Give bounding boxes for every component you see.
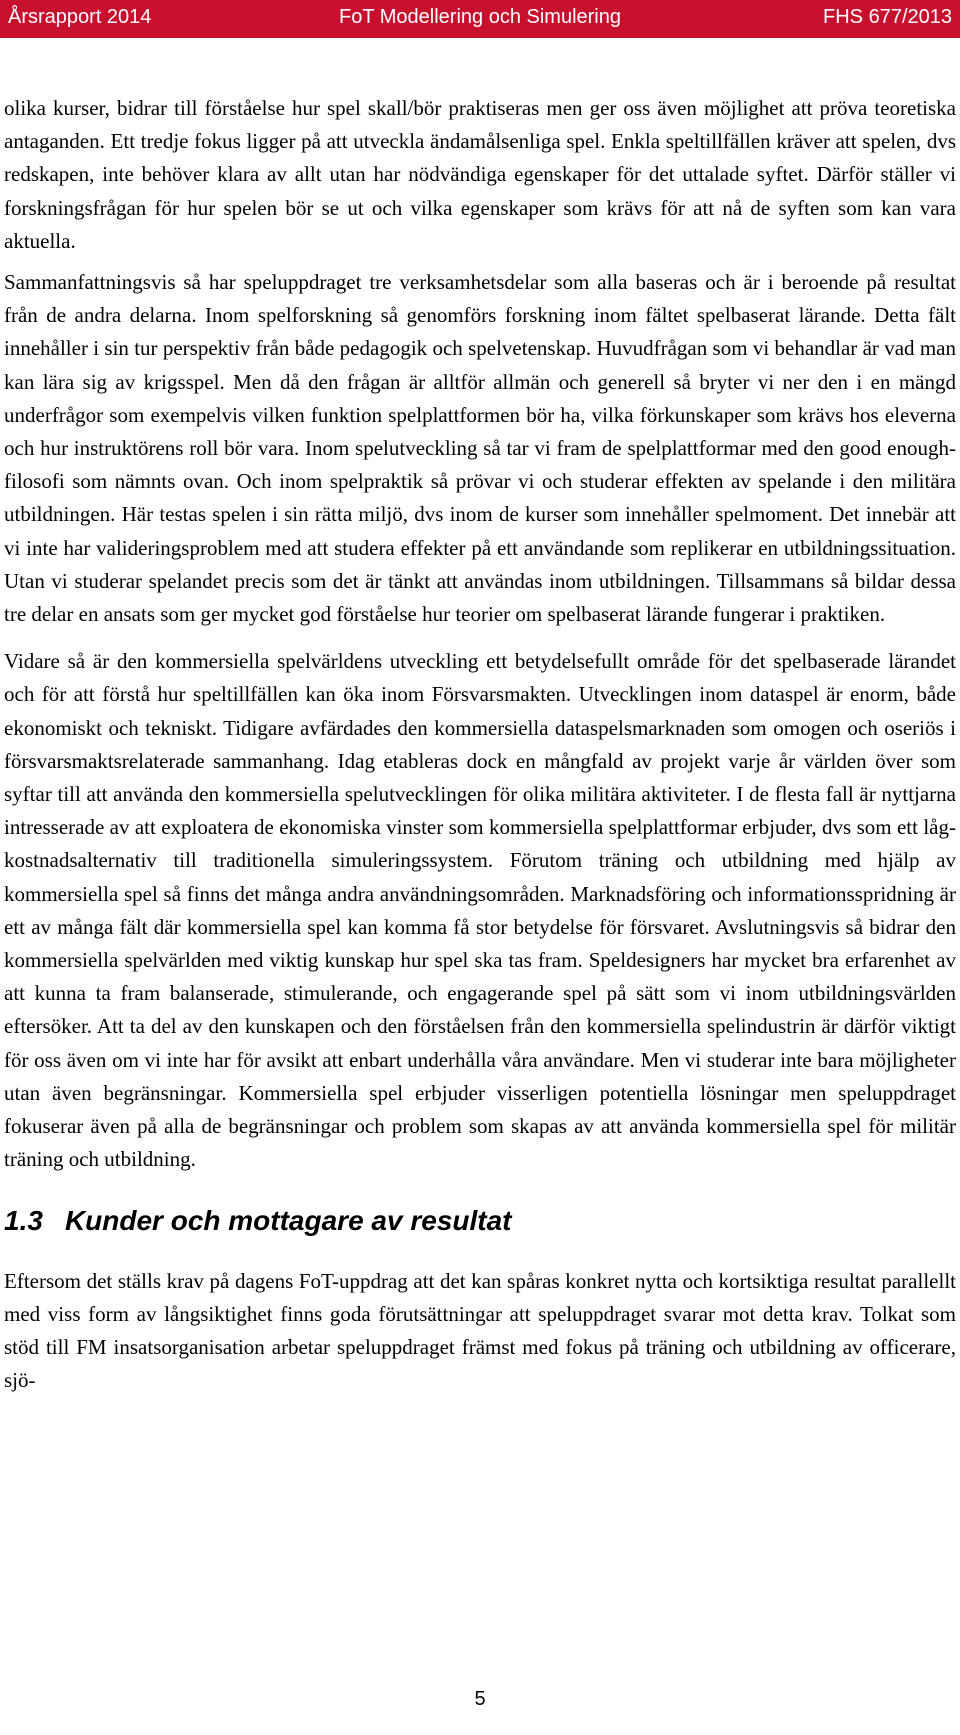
header-report-title: Årsrapport 2014 xyxy=(8,6,152,28)
paragraph-2: Sammanfattningsvis så har speluppdraget tre verksamhetsdelar som alla baseras och är i beroende på resultat från de andra delarna. Inom spelforskning så genomförs forskning inom fältet spelbaserat lärande. Detta fält innehåller i sin tur perspektiv från både pedagogik och spelvetenskap. Huvudfrågan som vi behandlar är vad man kan lära sig av krigsspel. Men då den frågan är alltför allmän och generell så bryter vi ner den i en mängd underfrågor som exempelvis vilken funktion spelplattformen bör ha, vilka förkunskaper som krävs hos eleverna och hur instruktörens roll bör vara. Inom spelutveckling så tar vi fram de spelplattformar med den good enough-filosofi som nämnts ovan. Och inom spelpraktik så prövar vi och studerar effekten av spelande i den militära utbildningen. Här testas spelen i sin rätta miljö, dvs inom de kurser som innehåller spelmoment. Det innebär att vi inte har valideringsproblem med att studera effekter på ett användande som replikerar en utbildningssituation. Utan vi studerar spelandet precis som det är tänkt att användas inom utbildningen. Tillsammans så bildar dessa tre delar en ansats som ger mycket god förståelse hur teorier om spelbaserat lärande fungerar i praktiken. xyxy=(4,270,956,627)
section-number: 1.3 xyxy=(4,1204,43,1236)
section-paragraph-1: Eftersom det ställs krav på dagens FoT-uppdrag att det kan spåras konkret nytta och kortsiktiga resultat parallellt med viss form av långsiktighet finns goda förutsättningar att speluppdraget svarar mot detta krav. Tolkat som stöd till FM insatsorganisation arbetar speluppdraget främst med fokus på träning och utbildning av officerare, sjö- xyxy=(4,1268,956,1393)
section-heading xyxy=(4,1203,956,1239)
paragraph-1: olika kurser, bidrar till förståelse hur spel skall/bör praktiseras men ger oss även möjlighet att pröva teoretiska antaganden. Ett tredje fokus ligger på att utveckla ändamålsenliga spel. Enkla speltillfällen kräver att spelen, dvs redskapen, inte behöver klara av allt utan har nödvändiga egenskaper för det uttalade syftet. Därför ställer vi forskningsfrågan för hur spelen bör se ut och vilka egenskaper som krävs för att nå de syften som kan vara aktuella. xyxy=(4,96,956,253)
page-number: 5 xyxy=(474,1688,486,1710)
paragraph-3: Vidare så är den kommersiella spelvärldens utveckling ett betydelsefullt område för det spelbaserade lärandet och för att förstå hur speltillfällen kan öka inom Försvarsmakten. Utvecklingen inom dataspel är enorm, både ekonomiskt och tekniskt. Tidigare avfärdades den kommersiella dataspelsmarknaden som omogen och oseriös i försvarsmaktsrelaterade sammanhang. Idag etableras dock en mångfald av projekt varje år världen över som syftar till att använda den kommersiella spelutvecklingen för olika militära aktiviteter. I de flesta fall är nyttjarna intresserade av att exploatera de ekonomiska vinster som kommersiella spelplattformar erbjuder, dvs som ett lågkostnadsalternativ till traditionella simuleringssystem. Förutom träning och utbildning med hjälp av kommersiella spel så finns det många andra användningsområden. Marknadsföring och informationsspridning är ett av många fält där kommersiella spel kan komma få stor betydelse för försvaret. Avslutningsvis så bidrar den kommersiella spelvärlden med viktig kunskap hur spel ska tas fram. Speldesigners har mycket bra erfarenhet av att kunna ta fram balanserade, stimulerande, och engagerande spel på sätt som vi inom utbildningsvärlden eftersöker. Att ta del av den kunskapen och den förståelsen från den kommersiella spelindustrin är därför viktigt för oss även om vi inte har för avsikt att enbart underhålla våra användare. Men vi studerar inte bara möjligheter utan även begränsningar. Kommersiella spel erbjuder visserligen potentiella lösningar men speluppdraget fokuserar även på alla de begränsningar och problem som skapas av att använda kommersiella spel för militär träning och utbildning. xyxy=(4,649,956,1172)
section-title: Kunder och mottagare av resultat xyxy=(64,1204,512,1236)
page-header xyxy=(0,0,960,38)
header-project-title: FoT Modellering och Simulering xyxy=(339,6,621,28)
page-body xyxy=(4,92,956,1397)
header-document-number: FHS 677/2013 xyxy=(823,6,952,28)
